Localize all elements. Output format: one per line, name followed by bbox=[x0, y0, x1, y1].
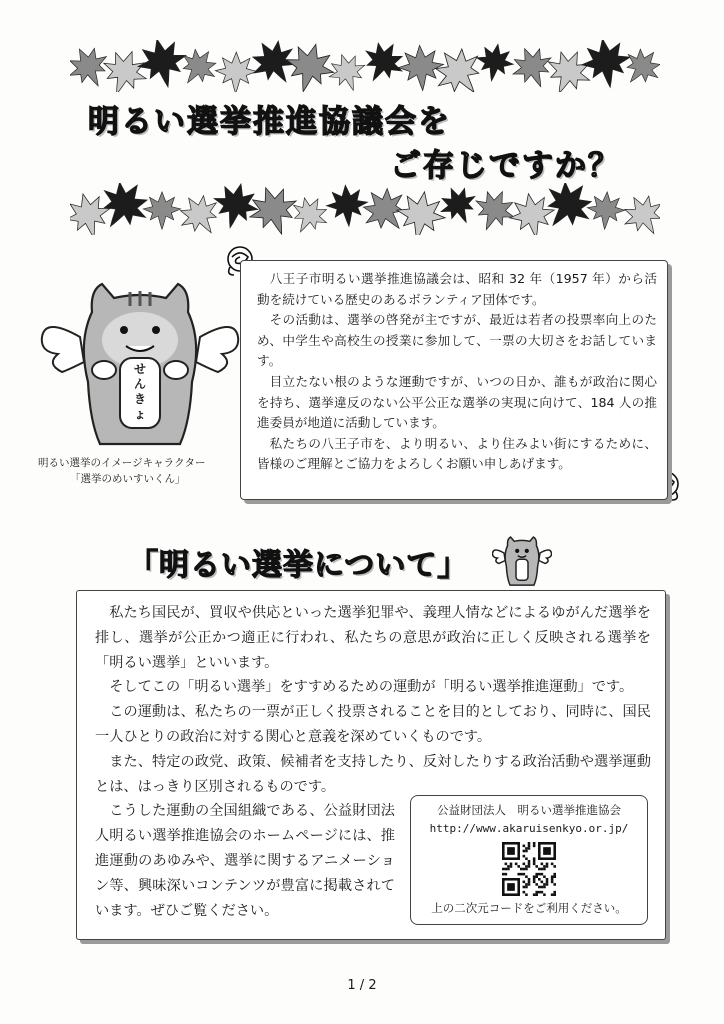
maple-leaf-icon bbox=[467, 184, 521, 235]
mascot-caption-line2: 「選挙のめいすいくん」 bbox=[70, 473, 186, 485]
mascot-small bbox=[492, 535, 552, 589]
maple-leaf-icon bbox=[578, 40, 634, 91]
maple-leaf-icon bbox=[133, 40, 192, 92]
association-box bbox=[410, 795, 648, 925]
association-url[interactable]: http://www.akaruisenkyo.or.jp/ bbox=[429, 822, 629, 835]
intro-paragraph: 私たちの八王子市を、より明るい、より住みよい街にするために、皆様のご理解とご協力をよろしくお願い申しあげます。 bbox=[257, 435, 657, 472]
intro-paragraph: 八王子市明るい選挙推進協議会は、昭和 32 年（1957 年）から活動を続けている歴史のあるボランティア団体です。 bbox=[257, 271, 657, 307]
maple-leaf-icon bbox=[215, 52, 257, 92]
maple-leaf-icon bbox=[172, 41, 224, 92]
page-number: 1 / 2 bbox=[347, 978, 377, 993]
section-paragraph: この運動は、私たちの一票が正しく投票されることを目的としており、同時に、国民一人ひとりの政治に対する関心と意義を深めていくものです。 bbox=[95, 704, 651, 745]
maple-leaf-icon bbox=[473, 41, 516, 84]
maple-leaf-icon bbox=[586, 191, 626, 231]
maple-leaf-border-bottom bbox=[70, 183, 660, 235]
maple-leaf-icon bbox=[434, 183, 483, 230]
maple-leaf-icon bbox=[616, 41, 660, 92]
association-name: 公益財団法人 明るい選挙推進協会 bbox=[437, 803, 621, 817]
qr-code-icon[interactable] bbox=[502, 842, 556, 896]
maple-leaf-icon bbox=[506, 41, 560, 92]
intro-paragraph: その活動は、選挙の啓発が主ですが、最近は若者の投票率向上のため、中学生や高校生の授業に参加して、一票の大切さをお話しています。 bbox=[257, 312, 657, 369]
section-title: 「明るい選挙について」 bbox=[128, 548, 469, 583]
section-paragraph: 私たち国民が、買収や供応といった選挙犯罪や、義理人情などによるゆがんだ選挙を排し、選挙が公正かつ適正に行われ、私たちの意思が政治に正しく反映される選挙を「明るい選挙」といいます。 bbox=[95, 605, 651, 671]
section-paragraph: こうした運動の全国組織である、公益財団法人明るい選挙推進協会のホームページには、推進運動のあゆみや、選挙に関するアニメーション等、興味深いコンテンツが豊富に掲載されています。ぜひご覧ください。 bbox=[95, 803, 395, 919]
intro-box bbox=[240, 260, 668, 500]
maple-leaf-icon bbox=[143, 192, 180, 229]
qr-note: 上の二次元コードをご利用ください。 bbox=[431, 901, 627, 915]
mascot-badge-text: せんきょ bbox=[133, 362, 146, 421]
page-title-line1: 明るい選挙推進協議会を bbox=[88, 104, 451, 140]
maple-leaf-icon bbox=[325, 183, 370, 228]
maple-leaf-icon bbox=[208, 183, 263, 233]
maple-leaf-icon bbox=[284, 190, 335, 235]
mascot-caption-line1: 明るい選挙のイメージキャラクター bbox=[38, 457, 206, 469]
maple-leaf-border-top bbox=[70, 40, 660, 92]
intro-paragraph: 目立たない根のような運動ですが、いつの日か、誰もが政治に関心を持ち、選挙違反のない公平公正な選挙の実現に向けて、184 人の推進委員が地道に活動しています。 bbox=[257, 373, 657, 431]
maple-leaf-icon bbox=[506, 190, 558, 235]
maple-leaf-icon bbox=[279, 40, 339, 92]
maple-leaf-icon bbox=[171, 187, 228, 235]
section-paragraph: また、特定の政党、政策、候補者を支持したり、反対したりする政治活動や選挙運動とは、はっきり区別されるものです。 bbox=[95, 753, 651, 795]
page-title-line2: ご存じですか？ bbox=[390, 148, 621, 184]
section-paragraph: そしてこの「明るい選挙」をすすめるための運動が「明るい選挙推進運動」です。 bbox=[109, 679, 634, 696]
